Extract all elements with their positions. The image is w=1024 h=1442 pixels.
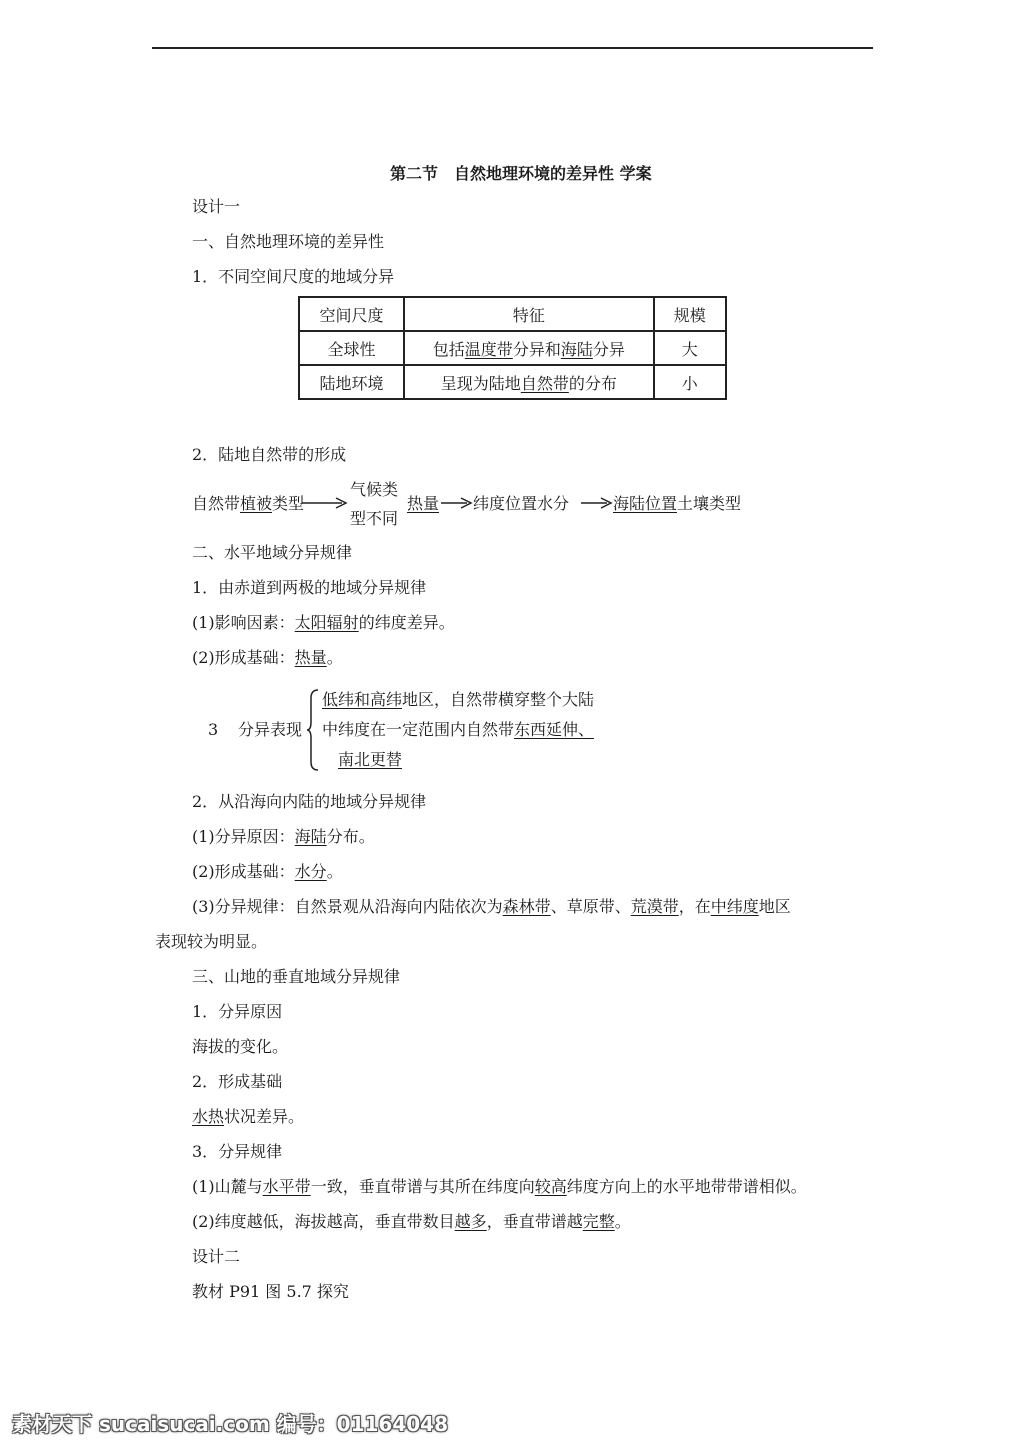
section-3-item-3: 3．分异规律	[192, 1142, 283, 1161]
watermark-bar	[0, 1400, 1024, 1442]
section-1-item-1: 1．不同空间尺度的地域分异	[192, 267, 395, 286]
flow-end: 海陆位置土壤类型	[613, 494, 742, 513]
section-1-heading: 一、自然地理环境的差异性	[192, 232, 385, 251]
brace-label: 分异表现	[238, 720, 303, 739]
flow-label-top: 气候类	[350, 480, 399, 499]
vertical-rule-2: (2)纬度越低，海拔越高，垂直带数目越多，垂直带谱越完整。	[192, 1212, 631, 1231]
section-2-item-2: 2．从沿海向内陆的地域分异规律	[192, 792, 427, 811]
formation-basis: (2)形成基础：热量。	[192, 648, 343, 667]
section-3-item-2-text: 水热状况差异。	[192, 1107, 305, 1126]
table-cell: 小	[654, 365, 726, 399]
arrow-right-icon	[302, 496, 348, 510]
flow-latitude-water: 纬度位置水分	[473, 494, 570, 513]
differentiation-rule: (3)分异规律：自然景观从沿海向内陆依次为森林带、草原带、荒漠带，在中纬度地区	[192, 897, 791, 916]
spatial-scale-table	[298, 296, 727, 400]
page-title: 第二节 自然地理环境的差异性 学案	[390, 164, 652, 183]
section-2-heading: 二、水平地域分异规律	[192, 543, 353, 562]
table-header-cell: 空间尺度	[299, 297, 404, 331]
brace-number: 3	[208, 720, 219, 739]
table-header-cell: 规模	[654, 297, 726, 331]
brace-line-1: 低纬和高纬地区，自然带横穿整个大陆	[322, 690, 595, 709]
table-header-row	[299, 297, 726, 331]
textbook-reference: 教材 P91 图 5.7 探究	[192, 1282, 349, 1301]
brace-line-3: 南北更替	[338, 750, 403, 769]
flow-start: 自然带植被类型	[192, 494, 305, 513]
section-1-item-2: 2．陆地自然带的形成	[192, 445, 347, 464]
table-cell: 呈现为陆地自然带的分布	[404, 365, 654, 399]
vertical-rule-1: (1)山麓与水平带一致，垂直带谱与其所在纬度向较高纬度方向上的水平地带带谱相似。	[192, 1177, 807, 1196]
design-two-label: 设计二	[192, 1247, 241, 1266]
table-cell: 包括温度带分异和海陆分异	[404, 331, 654, 365]
table-row	[299, 331, 726, 365]
section-3-item-1: 1．分异原因	[192, 1002, 283, 1021]
arrow-right-icon	[441, 496, 473, 510]
formation-basis-2: (2)形成基础：水分。	[192, 862, 343, 881]
differentiation-cause: (1)分异原因：海陆分布。	[192, 827, 375, 846]
table-row	[299, 365, 726, 399]
header-rule	[152, 47, 873, 49]
design-one-label: 设计一	[192, 197, 241, 216]
arrow-right-icon	[581, 496, 613, 510]
table-header-cell: 特征	[404, 297, 654, 331]
section-2-item-1: 1．由赤道到两极的地域分异规律	[192, 578, 427, 597]
watermark-text: 素材天下 sucaisucai.com 编号：01164048	[12, 1412, 448, 1436]
differentiation-rule-cont: 表现较为明显。	[155, 932, 268, 951]
section-3-item-1-text: 海拔的变化。	[192, 1037, 289, 1056]
brace-line-2: 中纬度在一定范围内自然带东西延伸、	[322, 720, 595, 739]
table-cell: 全球性	[299, 331, 404, 365]
section-3-item-2: 2．形成基础	[192, 1072, 283, 1091]
left-brace-icon	[306, 688, 320, 772]
table-cell: 大	[654, 331, 726, 365]
table-cell: 陆地环境	[299, 365, 404, 399]
section-3-heading: 三、山地的垂直地域分异规律	[192, 967, 401, 986]
influence-factor: (1)影响因素：太阳辐射的纬度差异。	[192, 613, 455, 632]
flow-label-bottom: 型不同	[350, 509, 399, 528]
flow-heat: 热量	[407, 494, 440, 513]
